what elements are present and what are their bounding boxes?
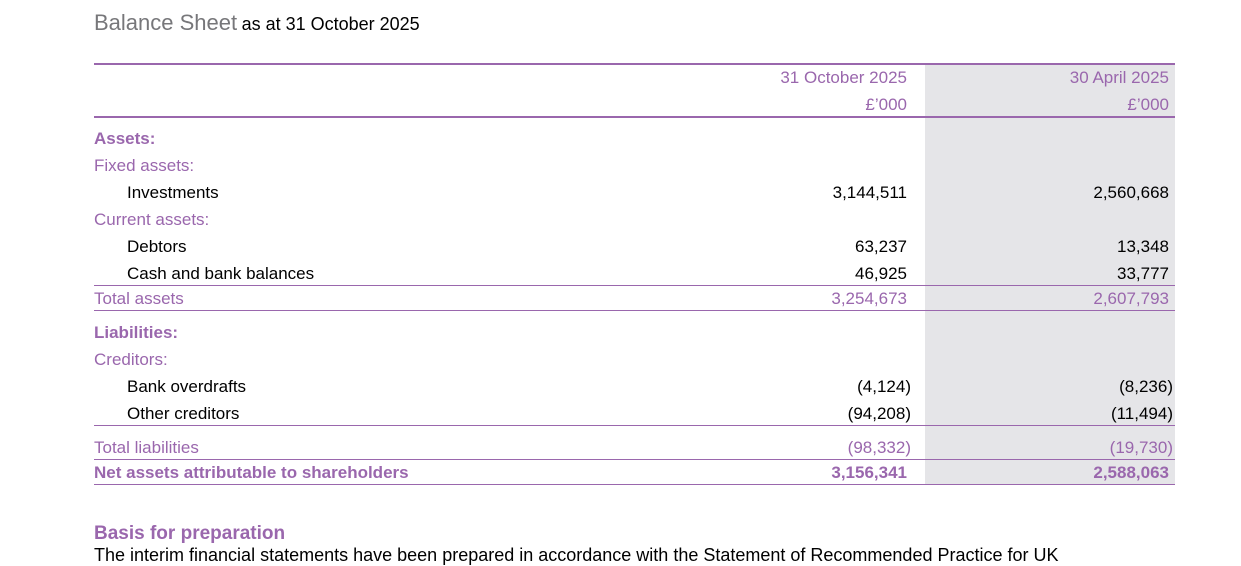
row-value-prior: (8,236) (1119, 377, 1173, 396)
row-value-current: 3,156,341 (831, 463, 907, 482)
current-assets-heading-row (94, 207, 1175, 233)
creditors-heading: Creditors: (94, 350, 168, 369)
total-assets-bottom-rule (94, 310, 1175, 311)
column-header-periods (94, 65, 1175, 91)
table-row-other-creditors (94, 401, 1175, 427)
liabilities-heading-row (94, 320, 1175, 346)
column-unit-prior: £’000 (1127, 95, 1169, 114)
assets-heading: Assets: (94, 129, 156, 148)
row-label: Cash and bank balances (127, 264, 315, 283)
column-header-prior: 30 April 2025 (1069, 68, 1169, 87)
table-bottom-rule (94, 484, 1175, 485)
table-row-total-liabilities (94, 435, 1175, 461)
row-value-prior: (19,730) (1109, 438, 1173, 457)
fixed-assets-heading-row (94, 153, 1175, 179)
basis-paragraph: The interim financial statements have been prepared in accordance with the Statement of Recommended Practice for UK (94, 545, 1059, 565)
table-row-total-assets (94, 286, 1175, 312)
row-value-prior: (11,494) (1110, 404, 1173, 423)
row-value-current: 46,925 (855, 264, 907, 283)
row-value-prior: 2,607,793 (1093, 289, 1169, 308)
row-label: Bank overdrafts (127, 377, 247, 396)
creditors-heading-row (94, 347, 1175, 373)
liabilities-heading: Liabilities: (94, 323, 179, 342)
row-value-prior: 33,777 (1117, 264, 1169, 283)
column-header-units (94, 92, 1175, 118)
row-value-current: (4,124) (857, 377, 911, 396)
row-value-prior: 2,560,668 (1093, 183, 1169, 202)
row-value-current: 3,144,511 (832, 183, 907, 202)
assets-heading-row (94, 126, 1175, 152)
row-value-current: 63,237 (855, 237, 907, 256)
row-value-current: 3,254,673 (831, 289, 907, 308)
table-row-cash (94, 261, 1175, 287)
total-liabilities-top-rule (94, 425, 1175, 426)
column-unit-current: £’000 (865, 95, 907, 114)
row-label: Net assets attributable to shareholders (94, 463, 409, 482)
row-label: Total assets (94, 289, 184, 308)
table-row-bank-overdrafts (94, 374, 1175, 400)
header-rule (94, 116, 1175, 118)
row-value-current: (94,208) (847, 404, 911, 423)
fixed-assets-heading: Fixed assets: (94, 156, 195, 175)
row-value-prior: 2,588,063 (1093, 463, 1169, 482)
title-main: Balance Sheet (94, 10, 238, 35)
row-label: Total liabilities (94, 438, 199, 457)
column-header-current: 31 October 2025 (780, 68, 907, 87)
row-value-current: (98,332) (847, 438, 911, 457)
page-title (94, 10, 420, 36)
table-row-net-assets (94, 460, 1175, 486)
title-subtitle: as at 31 October 2025 (241, 14, 420, 34)
current-assets-heading: Current assets: (94, 210, 210, 229)
row-label: Debtors (127, 237, 187, 256)
row-label: Investments (127, 183, 219, 202)
row-value-prior: 13,348 (1117, 237, 1169, 256)
row-label: Other creditors (127, 404, 240, 423)
table-row-debtors (94, 234, 1175, 260)
basis-heading: Basis for preparation (94, 523, 286, 544)
table-row-investments (94, 180, 1175, 206)
